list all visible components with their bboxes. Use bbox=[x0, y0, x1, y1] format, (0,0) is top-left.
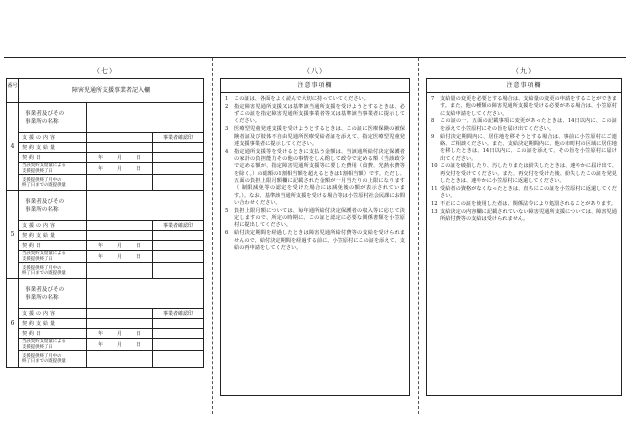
record-number-header: 番号 bbox=[7, 79, 19, 103]
note-text: 不正にこの証を使用した者は、関係法令により処罰されることがあります。 bbox=[440, 201, 616, 208]
service-label: 支援の内容 bbox=[19, 133, 87, 142]
note-item bbox=[225, 230, 405, 252]
end-date-label: 当該契約支給量による 支援提供終了日 bbox=[19, 251, 87, 262]
record-block-5 bbox=[7, 191, 203, 279]
seal-label: 事業者確認印 bbox=[153, 309, 203, 319]
contract-label: 契約支給量 bbox=[19, 319, 87, 328]
notes-panel-8 bbox=[220, 78, 410, 396]
service-value[interactable] bbox=[87, 221, 153, 230]
contract-date-value[interactable]: 年 月 日 bbox=[87, 329, 153, 338]
note-number: 4 bbox=[225, 148, 229, 155]
note-text: 受給者の資格がなくなったときは、直ちにこの証を小笠原村に返還してください。 bbox=[440, 185, 617, 200]
panel-title-8: （八） bbox=[303, 67, 327, 75]
note-text: 医療型児童発達支援を受けようとするときは、この証に医療保険の被保険者証及び肢体不自由児通所医療受給者証を添えて、指定医療型児童発達支援事業者に提示してください。 bbox=[234, 126, 405, 147]
contract-date-label: 契約日 bbox=[19, 329, 87, 338]
contract-date-row bbox=[19, 153, 203, 163]
note-item bbox=[431, 201, 617, 208]
note-text: 給付決定期間内に、居住地を移そうとする場合は、事前に小笠原村にご連絡、ご相談ください。また、支給決定期間内に、他の市町村の区域に居住地を移したときは、14日以内に、この証を添えて、その旨を小笠原村に届け出てください。 bbox=[440, 133, 617, 162]
service-value[interactable] bbox=[87, 309, 153, 318]
service-row bbox=[19, 133, 203, 143]
service-value[interactable] bbox=[87, 133, 153, 142]
note-number: 8 bbox=[431, 118, 435, 125]
provider-label: 事業者及びその 事業所の名称 bbox=[19, 279, 87, 308]
provider-label: 事業者及びその 事業所の名称 bbox=[19, 191, 87, 220]
note-text: この証の一、五面の記載事項に変更があったときは、14日以内に、この証を添えて小笠原村にその旨を届け出てください。 bbox=[440, 118, 617, 132]
note-item bbox=[431, 118, 617, 133]
note-number: 9 bbox=[431, 133, 435, 140]
service-label: 支援の内容 bbox=[19, 221, 87, 230]
contract-row bbox=[19, 319, 203, 329]
remaining-value[interactable] bbox=[87, 263, 153, 279]
note-number: 6 bbox=[225, 230, 229, 237]
note-text: 指定通所支援等を受けるときに支払う金額は、当該通所給付決定保護者の家計の負担能力その他の事情をしん酌して政令で定める額（当該政令で定める額が、指定障害児通所支援等に要した費用（食費、光熱水費等を除く。）の総額の1割相当額を超えるときは1割相当額）です。ただし、五面の負担上限月額欄に記載された金額が一月当たりの上限になります（ 制限減免等の認定を受けた場合には減免後の額が表示されています。）。なお、基準該当通所支援を受ける場合等は小笠原村社会民課にお問い合わせください。 bbox=[234, 148, 405, 206]
note-item bbox=[225, 149, 405, 207]
contract-value[interactable] bbox=[87, 231, 153, 240]
note-text: この証を破損したり、汚したりまたは紛失したときは、速やかに届け出て、再交付を受けてください。また、再交付を受けた後、紛失したこの証を発見したときは、速やかに小笠原村に返還してください。 bbox=[440, 163, 617, 185]
end-date-row bbox=[19, 251, 203, 263]
contract-date-row bbox=[19, 329, 203, 339]
note-number: 5 bbox=[225, 207, 229, 214]
fold-line-right bbox=[418, 58, 419, 414]
contract-date-value[interactable]: 年 月 日 bbox=[87, 241, 153, 250]
contract-date-value[interactable]: 年 月 日 bbox=[87, 153, 153, 162]
remaining-row bbox=[19, 263, 203, 279]
end-date-label: 当該契約支給量による 支援提供終了日 bbox=[19, 339, 87, 350]
end-date-value[interactable]: 年 月 日 bbox=[87, 339, 153, 350]
note-text: 負担上限月額については、毎年通所給付決定保護者の収入等に応じて決定しますので、所定の時期に、この証と認定に必要な関係書類を小笠原村に提出してください。 bbox=[234, 207, 405, 229]
note-item bbox=[431, 134, 617, 163]
provider-row bbox=[19, 191, 203, 221]
contract-date-label: 契約日 bbox=[19, 241, 87, 250]
note-number: 1 bbox=[225, 96, 229, 102]
note-number: 3 bbox=[225, 126, 229, 133]
record-block-6 bbox=[7, 279, 203, 367]
contract-row bbox=[19, 231, 203, 241]
provider-label: 事業者及びその 事業所の名称 bbox=[19, 103, 87, 132]
record-title: 障害児通所支援事業者記入欄 bbox=[71, 87, 150, 94]
record-block-number: 6 bbox=[7, 279, 19, 367]
provider-value[interactable] bbox=[87, 191, 203, 220]
provider-record-table bbox=[6, 78, 204, 368]
contract-date-label: 契約日 bbox=[19, 153, 87, 162]
fold-line-left bbox=[212, 58, 213, 414]
end-date-row bbox=[19, 339, 203, 351]
remaining-value[interactable] bbox=[87, 351, 153, 367]
seal-label: 事業者確認印 bbox=[153, 133, 203, 143]
end-date-label: 当該契約支給量による 支援提供終了日 bbox=[19, 163, 87, 174]
contract-date-row bbox=[19, 241, 203, 251]
end-date-value[interactable]: 年 月 日 bbox=[87, 163, 153, 174]
service-row bbox=[19, 309, 203, 319]
note-item bbox=[225, 126, 405, 148]
note-text: 支給決定の内容欄に記載されていない障害児通所支援については、障害児通所給付費等の支給は受けられません。 bbox=[440, 209, 617, 223]
note-text: 給付決定期間を経過したときは障害児通所給付費等の支給を受けられませんので、給付決定期間を経過する前に、小笠原村にこの証を添えて、支給の再申請をしてください。 bbox=[234, 230, 405, 251]
notes-list bbox=[427, 93, 621, 224]
note-text: 支給量の変更を必要とする場合は、支給量の変更の申請をすることができます。また、他の種類の障害児通所支援を受ける必要がある場合は、小笠原村に支給申請をしてください。 bbox=[440, 96, 617, 117]
contract-row bbox=[19, 143, 203, 153]
note-number: 2 bbox=[225, 103, 229, 110]
note-item bbox=[431, 163, 617, 185]
record-block-number: 4 bbox=[7, 103, 19, 190]
note-item bbox=[225, 96, 405, 103]
provider-row bbox=[19, 279, 203, 309]
contract-value[interactable] bbox=[87, 143, 153, 152]
note-item bbox=[431, 186, 617, 201]
seal-label: 事業者確認印 bbox=[153, 221, 203, 231]
provider-row bbox=[19, 103, 203, 133]
note-item bbox=[431, 96, 617, 118]
record-block-number: 5 bbox=[7, 191, 19, 278]
provider-value[interactable] bbox=[87, 279, 203, 308]
notes-panel-9 bbox=[426, 78, 622, 396]
notes-header: 注意事項欄 bbox=[221, 79, 409, 93]
remaining-label: 支援提供終了月中の 終了日までの既提供量 bbox=[19, 351, 87, 367]
note-item bbox=[225, 208, 405, 230]
remaining-label: 支援提供終了月中の 終了日までの既提供量 bbox=[19, 263, 87, 279]
provider-value[interactable] bbox=[87, 103, 203, 132]
top-rule bbox=[4, 57, 626, 58]
service-row bbox=[19, 221, 203, 231]
note-number: 7 bbox=[431, 96, 435, 102]
notes-header: 注意事項欄 bbox=[427, 79, 621, 93]
contract-label: 契約支給量 bbox=[19, 143, 87, 152]
contract-label: 契約支給量 bbox=[19, 231, 87, 240]
remaining-row bbox=[19, 175, 203, 191]
end-date-row bbox=[19, 163, 203, 175]
contract-value[interactable] bbox=[87, 319, 153, 328]
note-item bbox=[431, 209, 617, 224]
remaining-label: 支援提供終了月中の 終了日までの既提供量 bbox=[19, 175, 87, 191]
panel-title-7: （七） bbox=[93, 67, 117, 75]
note-number: 13 bbox=[431, 209, 438, 216]
panel-title-9: （九） bbox=[512, 67, 536, 75]
note-number: 11 bbox=[431, 185, 438, 192]
record-header bbox=[7, 79, 203, 103]
remaining-value[interactable] bbox=[87, 175, 153, 191]
record-block-4 bbox=[7, 103, 203, 191]
note-number: 10 bbox=[431, 163, 438, 170]
end-date-value[interactable]: 年 月 日 bbox=[87, 251, 153, 262]
remaining-row bbox=[19, 351, 203, 367]
service-label: 支援の内容 bbox=[19, 309, 87, 318]
note-text: この証は、各面をよく読んで大切に持っていてください。 bbox=[234, 96, 369, 102]
note-text: 指定障害児通所支援又は基準該当通所支援を受けようとするときは、必ずこの証を指定障害児通所支援事業者等又は基準該当事業者に提示してください。 bbox=[234, 103, 405, 125]
note-number: 12 bbox=[431, 201, 438, 208]
notes-list bbox=[221, 93, 409, 252]
note-item bbox=[225, 104, 405, 126]
